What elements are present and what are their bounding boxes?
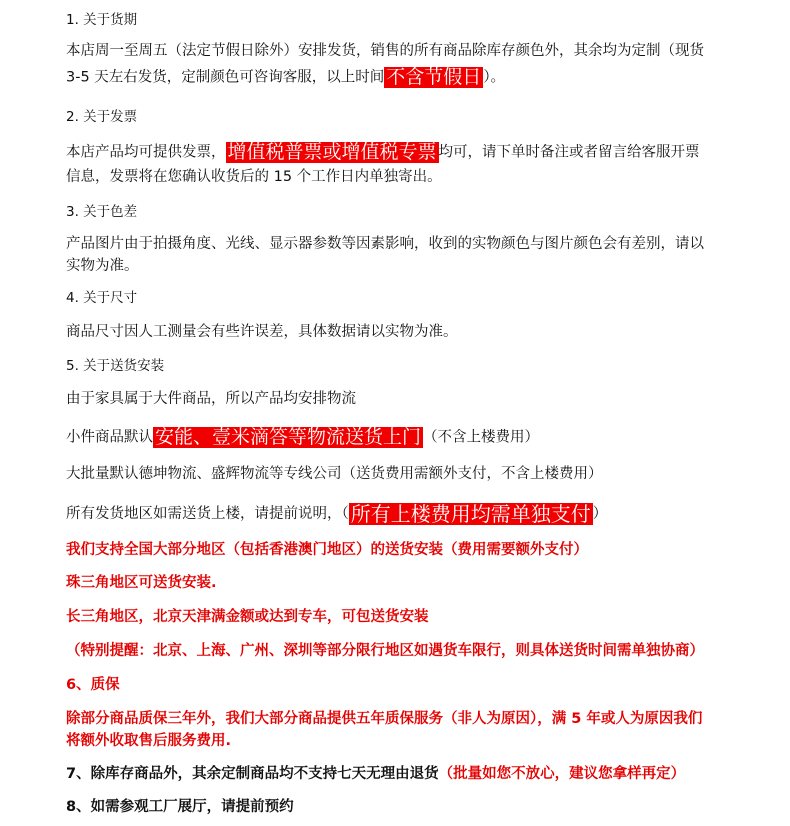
section-7-note: （批量如您不放心，建议您拿样再定） bbox=[438, 766, 686, 782]
section-5-red-1: 我们支持全国大部分地区（包括香港澳门地区）的送货安装（费用需要额外支付） bbox=[66, 542, 588, 558]
highlight-invoice-type: 增值税普票或增值税专票 bbox=[227, 141, 437, 163]
section-5-line-4-text: 所有发货地区如需送货上楼，请提前说明，（ bbox=[66, 506, 349, 522]
section-6-line-2: 将额外收取售后服务费用. bbox=[66, 733, 232, 749]
highlight-logistics: 安能、壹米滴答等物流送货上门 bbox=[155, 426, 422, 448]
section-2-heading: 2. 关于发票 bbox=[66, 109, 138, 125]
section-3-line-2: 实物为准。 bbox=[66, 258, 139, 274]
section-5-line-2 bbox=[66, 427, 539, 448]
section-2-line-1 bbox=[66, 142, 700, 163]
section-1-line-1: 本店周一至周五（法定节假日除外）安排发货，销售的所有商品除库存颜色外，其余均为定制（现货 bbox=[66, 43, 704, 59]
section-7-line bbox=[66, 766, 685, 783]
section-6-line-1: 除部分商品质保三年外，我们大部分商品提供五年质保服务（非人为原因），满 5 年或人为原因我们 bbox=[66, 711, 703, 727]
section-3-heading: 3. 关于色差 bbox=[66, 204, 138, 220]
section-2-line-1-text: 本店产品均可提供发票， bbox=[66, 144, 226, 161]
section-8-line: 8、如需参观工厂展厅，请提前预约 bbox=[66, 799, 294, 815]
highlight-upstairs-fee: 所有上楼费用均需单独支付 bbox=[350, 502, 591, 526]
section-5-red-2: 珠三角地区可送货安装. bbox=[66, 575, 217, 591]
section-1-line-2-text: 3-5 天左右发货，定制颜色可咨询客服，以上时间 bbox=[66, 69, 385, 86]
section-5-line-3: 大批量默认德坤物流、盛辉物流等专线公司（送货费用需额外支付，不含上楼费用） bbox=[66, 466, 603, 482]
section-5-red-4: （特别提醒：北京、上海、广州、深圳等部分限行地区如遇货车限行，则具体送货时间需单独协商） bbox=[66, 643, 704, 659]
section-4-line-1: 商品尺寸因人工测量会有些许误差，具体数据请以实物为准。 bbox=[66, 324, 458, 340]
section-5-line-4 bbox=[66, 503, 607, 525]
section-5-line-4-end: ） bbox=[592, 506, 608, 522]
section-1-heading: 1. 关于货期 bbox=[66, 12, 138, 28]
section-5-line-2-end: （不含上楼费用） bbox=[423, 429, 540, 446]
section-6-heading: 6、质保 bbox=[66, 677, 120, 693]
section-5-red-3: 长三角地区，北京天津满金额或达到专车，可包送货安装 bbox=[66, 609, 429, 625]
section-5-line-2-text: 小件商品默认 bbox=[66, 429, 153, 446]
highlight-no-holidays: 不含节假日 bbox=[386, 66, 482, 88]
section-4-heading: 4. 关于尺寸 bbox=[66, 290, 138, 306]
section-5-line-1: 由于家具属于大件商品，所以产品均安排物流 bbox=[66, 391, 356, 407]
section-7-text: 7、除库存商品外，其余定制商品均不支持七天无理由退货 bbox=[66, 766, 439, 782]
section-2-line-1-end: 均可，请下单时备注或者留言给客服开票 bbox=[438, 144, 700, 161]
section-2-line-2: 信息，发票将在您确认收货后的 15 个工作日内单独寄出。 bbox=[66, 169, 442, 185]
section-1-line-2 bbox=[66, 67, 505, 88]
section-3-line-1: 产品图片由于拍摄角度、光线、显示器参数等因素影响，收到的实物颜色与图片颜色会有差别，请以 bbox=[66, 236, 704, 252]
section-5-heading: 5. 关于送货安装 bbox=[66, 358, 165, 374]
section-1-line-2-end: ）。 bbox=[483, 69, 506, 86]
